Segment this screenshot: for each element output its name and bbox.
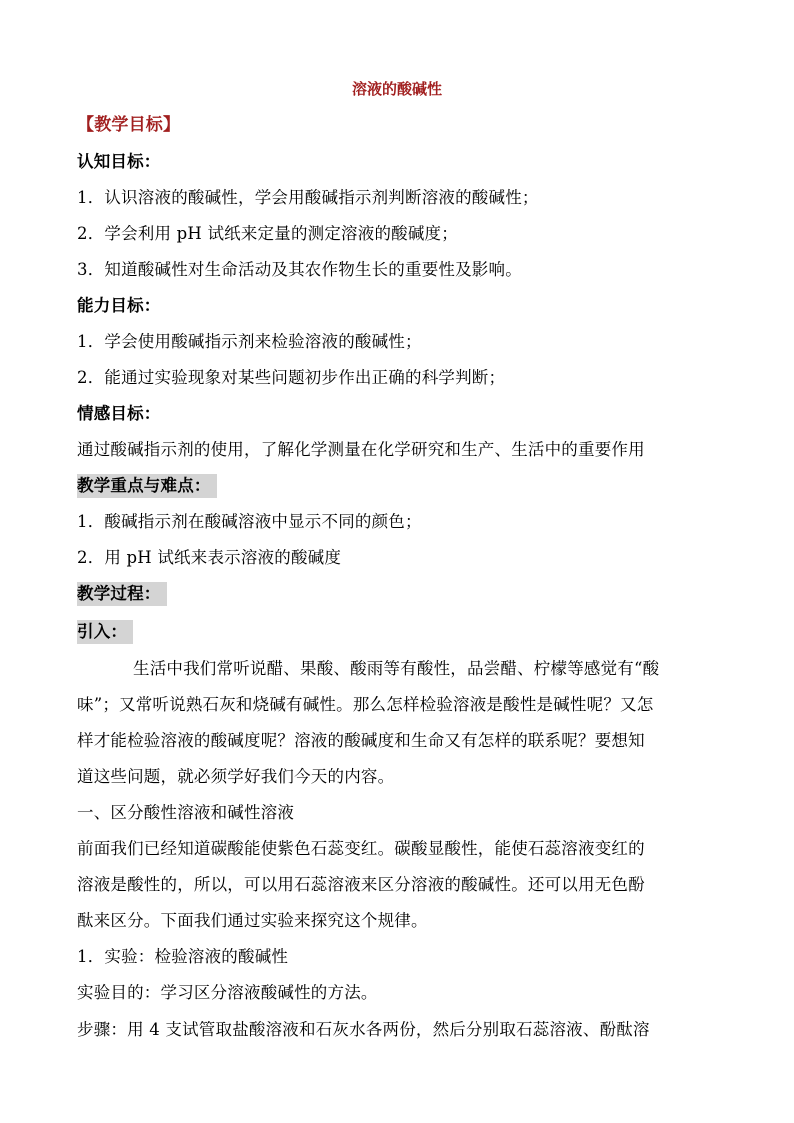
intro-paragraph-line: 道这些问题，就必须学好我们今天的内容。 (77, 767, 395, 786)
key-point-item: 2．用 pH 试纸来表示溶液的酸碱度 (77, 548, 342, 567)
ability-goal-item: 1．学会使用酸碱指示剂来检验溶液的酸碱性； (77, 332, 422, 351)
part1-heading: 一、区分酸性溶液和碱性溶液 (77, 803, 295, 822)
part1-paragraph-line: 前面我们已经知道碳酸能使紫色石蕊变红。碳酸显酸性，能使石蕊溶液变红的 (77, 839, 645, 858)
part1-paragraph-line: 酞来区分。下面我们通过实验来探究这个规律。 (77, 911, 428, 930)
teaching-process-heading: 教学过程： (77, 582, 167, 606)
key-points-heading: 教学重点与难点： (77, 474, 217, 498)
cognitive-goals-heading: 认知目标： (77, 152, 161, 171)
intro-paragraph-line: 样才能检验溶液的酸碱度呢？溶液的酸碱度和生命又有怎样的联系呢？要想知 (77, 731, 645, 750)
experiment-steps: 步骤：用 4 支试管取盐酸溶液和石灰水各两份，然后分别取石蕊溶液、酚酞溶 (77, 1020, 650, 1039)
document-title: 溶液的酸碱性 (351, 80, 442, 98)
cognitive-goal-item: 3．知道酸碱性对生命活动及其农作物生长的重要性及影响。 (77, 260, 522, 279)
cognitive-goal-item: 1．认识溶液的酸碱性，学会用酸碱指示剂判断溶液的酸碱性； (77, 188, 539, 207)
intro-paragraph-line: 味”；又常听说熟石灰和烧碱有碱性。那么怎样检验溶液是酸性是碱性呢？又怎 (77, 695, 654, 714)
experiment-purpose: 实验目的：学习区分溶液酸碱性的方法。 (77, 983, 378, 1002)
intro-heading: 引入： (77, 620, 133, 644)
ability-goals-heading: 能力目标： (77, 296, 161, 315)
experiment-heading: 1．实验：检验溶液的酸碱性 (77, 947, 289, 966)
cognitive-goal-item: 2．学会利用 pH 试纸来定量的测定溶液的酸碱度； (77, 224, 458, 243)
section-heading-teaching-goals: 【教学目标】 (77, 115, 181, 135)
ability-goal-item: 2．能通过实验现象对某些问题初步作出正确的科学判断； (77, 368, 506, 387)
key-point-item: 1．酸碱指示剂在酸碱溶液中显示不同的颜色； (77, 512, 422, 531)
emotion-goal-text: 通过酸碱指示剂的使用，了解化学测量在化学研究和生产、生活中的重要作用 (77, 440, 645, 459)
part1-paragraph-line: 溶液是酸性的，所以，可以用石蕊溶液来区分溶液的酸碱性。还可以用无色酚 (77, 875, 645, 894)
emotion-goals-heading: 情感目标： (77, 404, 161, 423)
intro-paragraph-line: 生活中我们常听说醋、果酸、酸雨等有酸性，品尝醋、柠檬等感觉有“酸 (133, 659, 660, 678)
